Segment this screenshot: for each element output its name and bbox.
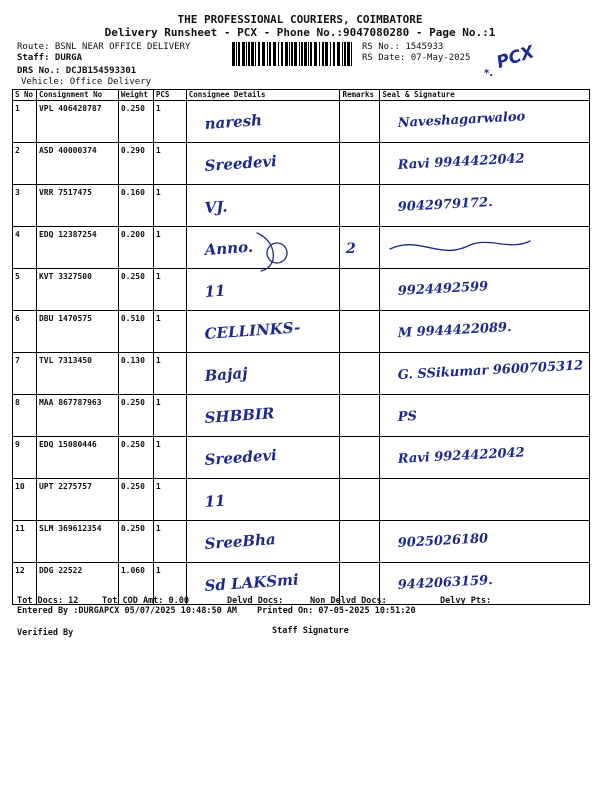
row-consignment-no: TVL 7313450 <box>36 353 118 395</box>
runsheet-subtitle: Delivery Runsheet - PCX - Phone No.:9047080280 - Page No.:1 <box>104 26 496 39</box>
row-seal-signature-handwriting: Ravi 9924422042 <box>397 445 526 467</box>
row-sno: 10 <box>13 479 37 521</box>
table-header-row <box>13 90 590 101</box>
row-consignee-details <box>186 437 340 479</box>
col-consignment: Consignment No <box>36 90 118 101</box>
row-pcs: 1 <box>153 437 186 479</box>
table-row <box>13 521 590 563</box>
row-consignment-no: EDQ 15080446 <box>36 437 118 479</box>
row-pcs: 1 <box>153 227 186 269</box>
printed-on: Printed On: 07-05-2025 10:51:20 <box>257 606 416 616</box>
row-sno: 2 <box>13 143 37 185</box>
row-consignee-details-handwriting: naresh <box>203 111 263 133</box>
vehicle-label: Vehicle: Office Delivery <box>21 77 152 87</box>
row-weight: 0.250 <box>118 479 153 521</box>
col-weight: Weight <box>118 90 153 101</box>
runsheet-table <box>12 89 590 605</box>
entered-by: Entered By :DURGAPCX 05/07/2025 10:48:50 AM <box>17 606 238 616</box>
row-weight: 0.250 <box>118 269 153 311</box>
row-consignment-no: DDG 22522 <box>36 563 118 605</box>
col-remarks: Remarks <box>340 90 380 101</box>
row-remarks <box>340 437 380 479</box>
row-seal-signature <box>380 353 590 395</box>
row-seal-signature-handwriting: G. SSikumar 9600705312 <box>397 358 584 383</box>
svg-text:PCX: PCX <box>494 42 537 73</box>
row-pcs: 1 <box>153 185 186 227</box>
row-pcs: 1 <box>153 269 186 311</box>
row-seal-signature <box>380 437 590 479</box>
table-row <box>13 101 590 143</box>
row-sno: 9 <box>13 437 37 479</box>
row-seal-signature <box>380 311 590 353</box>
delivered-docs: Delvd Docs: <box>227 596 284 606</box>
row-consignment-no: VPL 406428787 <box>36 101 118 143</box>
row-consignee-details-handwriting: 11 <box>203 491 226 511</box>
staff-label: Staff: DURGA <box>17 53 83 63</box>
row-consignee-details-handwriting: SreeBha <box>203 530 277 553</box>
row-seal-signature-handwriting: Naveshagarwaloo <box>397 109 527 131</box>
col-consignee: Consignee Details <box>186 90 340 101</box>
row-seal-signature <box>380 143 590 185</box>
row-consignee-details-handwriting: 11 <box>203 281 226 301</box>
row-consignment-no: UPT 2275757 <box>36 479 118 521</box>
row-seal-signature-handwriting: M 9944422089. <box>397 320 513 341</box>
table-row <box>13 227 590 269</box>
row-remarks <box>340 521 380 563</box>
delivery-points: Delvy Pts: <box>440 596 492 606</box>
row-sno: 8 <box>13 395 37 437</box>
row-remarks-handwriting: 2 <box>346 241 357 257</box>
row-consignment-no: VRR 7517475 <box>36 185 118 227</box>
col-seal-signature: Seal & Signature <box>380 90 590 101</box>
row-weight: 0.510 <box>118 311 153 353</box>
row-seal-signature-handwriting: 9042979172. <box>397 195 494 215</box>
row-consignee-details <box>186 311 340 353</box>
row-consignment-no: KVT 3327500 <box>36 269 118 311</box>
row-remarks <box>340 479 380 521</box>
row-weight: 0.290 <box>118 143 153 185</box>
row-consignee-details <box>186 395 340 437</box>
row-consignee-details-handwriting: SHBBIR <box>203 404 275 427</box>
table-row <box>13 269 590 311</box>
row-weight: 0.250 <box>118 101 153 143</box>
drs-label: DRS No.: DCJB154593301 <box>17 66 137 76</box>
rs-date: RS Date: 07-May-2025 <box>362 53 471 63</box>
table-row <box>13 563 590 605</box>
table-row <box>13 143 590 185</box>
non-delivered-docs: Non Delvd Docs: <box>310 596 387 606</box>
row-consignee-details-handwriting: Sreedevi <box>203 445 278 469</box>
row-consignee-details <box>186 227 340 269</box>
row-pcs: 1 <box>153 143 186 185</box>
row-sno: 1 <box>13 101 37 143</box>
row-seal-signature <box>380 227 590 269</box>
row-consignee-details <box>186 143 340 185</box>
row-consignee-details-handwriting: CELLINKS- <box>203 318 301 343</box>
row-consignment-no: DBU 1470575 <box>36 311 118 353</box>
row-weight: 0.250 <box>118 395 153 437</box>
row-sno: 12 <box>13 563 37 605</box>
row-sno: 5 <box>13 269 37 311</box>
row-consignee-details-handwriting: Sd LAKSmi <box>203 570 300 595</box>
total-docs: Tot Docs: 12 <box>17 596 79 606</box>
row-seal-signature-handwriting: 9025026180 <box>397 531 489 551</box>
col-pcs: PCS <box>153 90 186 101</box>
row-pcs: 1 <box>153 563 186 605</box>
row-consignee-details-handwriting: VJ. <box>203 197 228 217</box>
row-consignee-details <box>186 185 340 227</box>
row-consignee-details <box>186 521 340 563</box>
row-consignee-details <box>186 479 340 521</box>
row-pcs: 1 <box>153 479 186 521</box>
svg-text:*.: *. <box>484 68 494 78</box>
row-seal-signature-handwriting: Ravi 9944422042 <box>397 151 526 173</box>
table-row <box>13 353 590 395</box>
row-pcs: 1 <box>153 101 186 143</box>
row-pcs: 1 <box>153 353 186 395</box>
row-seal-signature <box>380 185 590 227</box>
row-consignment-no: ASD 40000374 <box>36 143 118 185</box>
row-remarks <box>340 395 380 437</box>
verified-by-label: Verified By <box>17 628 74 638</box>
row-sno: 11 <box>13 521 37 563</box>
row-weight: 0.160 <box>118 185 153 227</box>
row-sno: 7 <box>13 353 37 395</box>
row-seal-signature <box>380 269 590 311</box>
row-remarks <box>340 311 380 353</box>
table-row <box>13 185 590 227</box>
row-consignee-details-handwriting: Anno. <box>203 237 254 259</box>
row-consignee-details <box>186 353 340 395</box>
pcx-stamp <box>482 34 552 78</box>
row-sno: 6 <box>13 311 37 353</box>
table-row <box>13 395 590 437</box>
row-seal-signature <box>380 521 590 563</box>
row-remarks <box>340 269 380 311</box>
row-consignee-details <box>186 269 340 311</box>
row-weight: 0.250 <box>118 521 153 563</box>
row-consignment-no: EDQ 12387254 <box>36 227 118 269</box>
row-seal-signature <box>380 101 590 143</box>
row-seal-signature <box>380 395 590 437</box>
staff-signature-label: Staff Signature <box>272 626 349 636</box>
row-remarks <box>340 353 380 395</box>
total-cod: Tot COD Amt: 0.00 <box>102 596 189 606</box>
row-consignee-details-handwriting: Sreedevi <box>203 151 278 175</box>
row-consignee-details-handwriting: Bajaj <box>203 364 248 385</box>
company-title: THE PROFESSIONAL COURIERS, COIMBATORE <box>177 13 423 26</box>
row-weight: 0.200 <box>118 227 153 269</box>
row-pcs: 1 <box>153 521 186 563</box>
rs-number: RS No.: 1545933 <box>362 42 444 52</box>
row-consignment-no: SLM 369612354 <box>36 521 118 563</box>
row-consignment-no: MAA 867787963 <box>36 395 118 437</box>
row-consignee-details <box>186 101 340 143</box>
row-seal-signature-handwriting: 9442063159. <box>397 573 494 593</box>
row-weight: 1.060 <box>118 563 153 605</box>
table-row <box>13 311 590 353</box>
row-seal-signature-handwriting: 9924492599 <box>397 279 489 299</box>
row-remarks <box>340 143 380 185</box>
row-remarks <box>340 185 380 227</box>
row-seal-signature-handwriting: PS <box>397 409 418 425</box>
row-pcs: 1 <box>153 311 186 353</box>
table-row <box>13 437 590 479</box>
col-sno: S No <box>13 90 37 101</box>
table-row <box>13 479 590 521</box>
row-weight: 0.250 <box>118 437 153 479</box>
row-remarks <box>340 227 380 269</box>
barcode-image <box>232 42 354 66</box>
row-sno: 4 <box>13 227 37 269</box>
row-pcs: 1 <box>153 395 186 437</box>
route-label: Route: BSNL NEAR OFFICE DELIVERY <box>17 42 191 52</box>
row-sno: 3 <box>13 185 37 227</box>
row-remarks <box>340 101 380 143</box>
row-weight: 0.130 <box>118 353 153 395</box>
row-seal-signature <box>380 479 590 521</box>
